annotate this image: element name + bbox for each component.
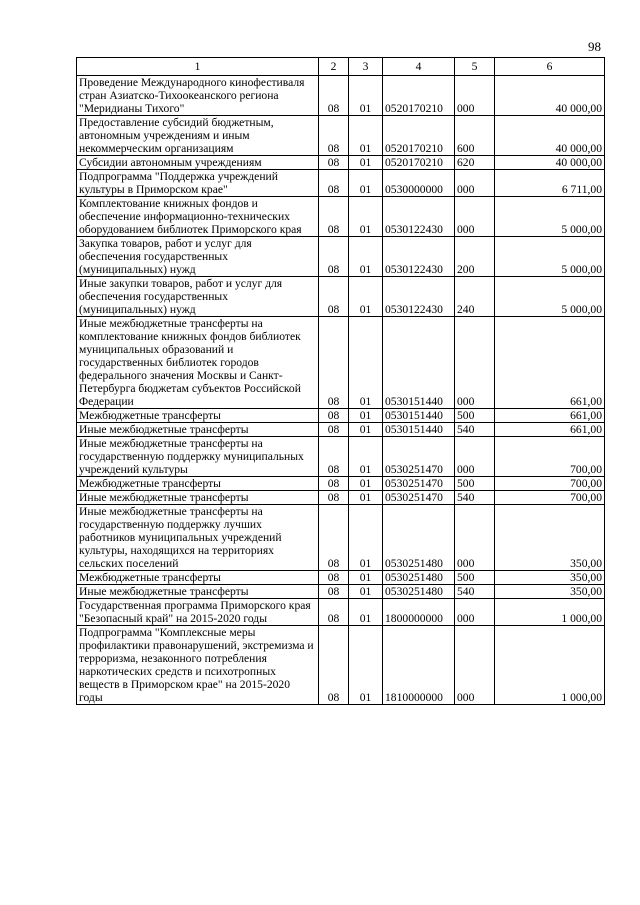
row-amount: 350,00 [495,571,605,585]
row-name: Иные межбюджетные трансферты [77,585,319,599]
row-name: Иные межбюджетные трансферты [77,423,319,437]
row-name: Межбюджетные трансферты [77,477,319,491]
table-row [77,277,605,317]
row-section: 08 [319,237,349,277]
table-row [77,76,605,116]
table-row [77,491,605,505]
row-target-code: 0530122430 [383,237,455,277]
row-section: 08 [319,626,349,705]
row-expense-code: 540 [455,585,495,599]
row-expense-code: 000 [455,170,495,197]
row-amount: 661,00 [495,409,605,423]
row-name: Межбюджетные трансферты [77,571,319,585]
row-target-code: 0530251470 [383,437,455,477]
row-amount: 350,00 [495,505,605,571]
row-name: Закупка товаров, работ и услуг для обеспечения государственных (муниципальных) нужд [77,237,319,277]
row-section: 08 [319,277,349,317]
row-target-code: 1810000000 [383,626,455,705]
row-target-code: 0520170210 [383,116,455,156]
table-row [77,437,605,477]
header-row [77,58,605,76]
row-subsection: 01 [349,437,383,477]
row-amount: 350,00 [495,585,605,599]
row-expense-code: 540 [455,491,495,505]
row-name: Предоставление субсидий бюджетным, автономным учреждениям и иным некоммерческим организациям [77,116,319,156]
row-amount: 700,00 [495,491,605,505]
row-subsection: 01 [349,505,383,571]
row-section: 08 [319,477,349,491]
row-target-code: 0530000000 [383,170,455,197]
row-subsection: 01 [349,477,383,491]
row-amount: 40 000,00 [495,116,605,156]
row-amount: 40 000,00 [495,156,605,170]
row-name: Межбюджетные трансферты [77,409,319,423]
row-expense-code: 000 [455,505,495,571]
row-section: 08 [319,599,349,626]
row-subsection: 01 [349,599,383,626]
row-name: Субсидии автономным учреждениям [77,156,319,170]
table-row [77,197,605,237]
row-expense-code: 000 [455,76,495,116]
row-amount: 1 000,00 [495,626,605,705]
row-expense-code: 000 [455,599,495,626]
row-subsection: 01 [349,277,383,317]
row-target-code: 0530251480 [383,585,455,599]
table-row [77,626,605,705]
row-expense-code: 500 [455,477,495,491]
row-name: Подпрограмма "Комплексные меры профилактики правонарушений, экстремизма и терроризма, незаконного потребления наркотических средств и психотропных веществ в Приморском крае" на 2015-2020 годы [77,626,319,705]
row-name: Иные межбюджетные трансферты на государственную поддержку муниципальных учреждений культуры [77,437,319,477]
row-section: 08 [319,116,349,156]
row-section: 08 [319,571,349,585]
header-cell: 5 [455,58,495,76]
page-number: 98 [588,39,601,54]
row-subsection: 01 [349,491,383,505]
row-target-code: 1800000000 [383,599,455,626]
row-target-code: 0530151440 [383,409,455,423]
row-amount: 5 000,00 [495,277,605,317]
row-target-code: 0530122430 [383,277,455,317]
row-expense-code: 240 [455,277,495,317]
row-subsection: 01 [349,76,383,116]
table-row [77,571,605,585]
header-cell: 2 [319,58,349,76]
row-section: 08 [319,156,349,170]
row-name: Проведение Международного кинофестиваля стран Азиатско-Тихоокеанского региона "Меридианы Тихого" [77,76,319,116]
row-amount: 700,00 [495,437,605,477]
row-subsection: 01 [349,237,383,277]
row-amount: 700,00 [495,477,605,491]
row-expense-code: 000 [455,626,495,705]
row-target-code: 0520170210 [383,156,455,170]
row-amount: 40 000,00 [495,76,605,116]
row-section: 08 [319,317,349,409]
row-subsection: 01 [349,571,383,585]
row-amount: 661,00 [495,317,605,409]
header-cell: 6 [495,58,605,76]
row-section: 08 [319,423,349,437]
header-cell: 4 [383,58,455,76]
row-expense-code: 620 [455,156,495,170]
table-row [77,170,605,197]
budget-table [76,57,605,705]
row-subsection: 01 [349,170,383,197]
header-cell: 3 [349,58,383,76]
row-target-code: 0530151440 [383,423,455,437]
table-row [77,116,605,156]
row-section: 08 [319,170,349,197]
row-section: 08 [319,491,349,505]
row-target-code: 0530251470 [383,491,455,505]
row-expense-code: 000 [455,197,495,237]
row-expense-code: 600 [455,116,495,156]
row-expense-code: 500 [455,409,495,423]
table-row [77,409,605,423]
row-name: Иные межбюджетные трансферты на государственную поддержку лучших работников муниципальных учреждений культуры, находящихся на территориях сельских поселений [77,505,319,571]
table-row [77,599,605,626]
table-row [77,585,605,599]
row-expense-code: 500 [455,571,495,585]
row-name: Государственная программа Приморского края "Безопасный край" на 2015-2020 годы [77,599,319,626]
row-section: 08 [319,437,349,477]
row-subsection: 01 [349,409,383,423]
row-section: 08 [319,197,349,237]
row-target-code: 0530122430 [383,197,455,237]
row-target-code: 0530251470 [383,477,455,491]
table-row [77,317,605,409]
row-name: Иные межбюджетные трансферты на комплектование книжных фондов библиотек муниципальных образований и государственных библиотек городов федерального значения Москвы и Санкт-Петербурга бюджетам субъектов Российской Федерации [77,317,319,409]
table-row [77,423,605,437]
row-section: 08 [319,409,349,423]
row-amount: 5 000,00 [495,197,605,237]
row-name: Иные межбюджетные трансферты [77,491,319,505]
row-subsection: 01 [349,317,383,409]
row-subsection: 01 [349,626,383,705]
row-name: Комплектование книжных фондов и обеспечение информационно-технических оборудованием библиотек Приморского края [77,197,319,237]
row-expense-code: 540 [455,423,495,437]
row-name: Иные закупки товаров, работ и услуг для обеспечения государственных (муниципальных) нужд [77,277,319,317]
row-subsection: 01 [349,156,383,170]
row-subsection: 01 [349,423,383,437]
row-expense-code: 200 [455,237,495,277]
row-amount: 5 000,00 [495,237,605,277]
row-section: 08 [319,505,349,571]
row-target-code: 0530251480 [383,505,455,571]
row-amount: 6 711,00 [495,170,605,197]
header-cell: 1 [77,58,319,76]
table-row [77,477,605,491]
row-subsection: 01 [349,585,383,599]
row-amount: 661,00 [495,423,605,437]
row-amount: 1 000,00 [495,599,605,626]
row-name: Подпрограмма "Поддержка учреждений культуры в Приморском крае" [77,170,319,197]
table-row [77,237,605,277]
row-section: 08 [319,585,349,599]
row-subsection: 01 [349,197,383,237]
row-subsection: 01 [349,116,383,156]
table-row [77,156,605,170]
row-expense-code: 000 [455,437,495,477]
row-target-code: 0530251480 [383,571,455,585]
row-expense-code: 000 [455,317,495,409]
row-target-code: 0530151440 [383,317,455,409]
row-section: 08 [319,76,349,116]
table-row [77,505,605,571]
row-target-code: 0520170210 [383,76,455,116]
